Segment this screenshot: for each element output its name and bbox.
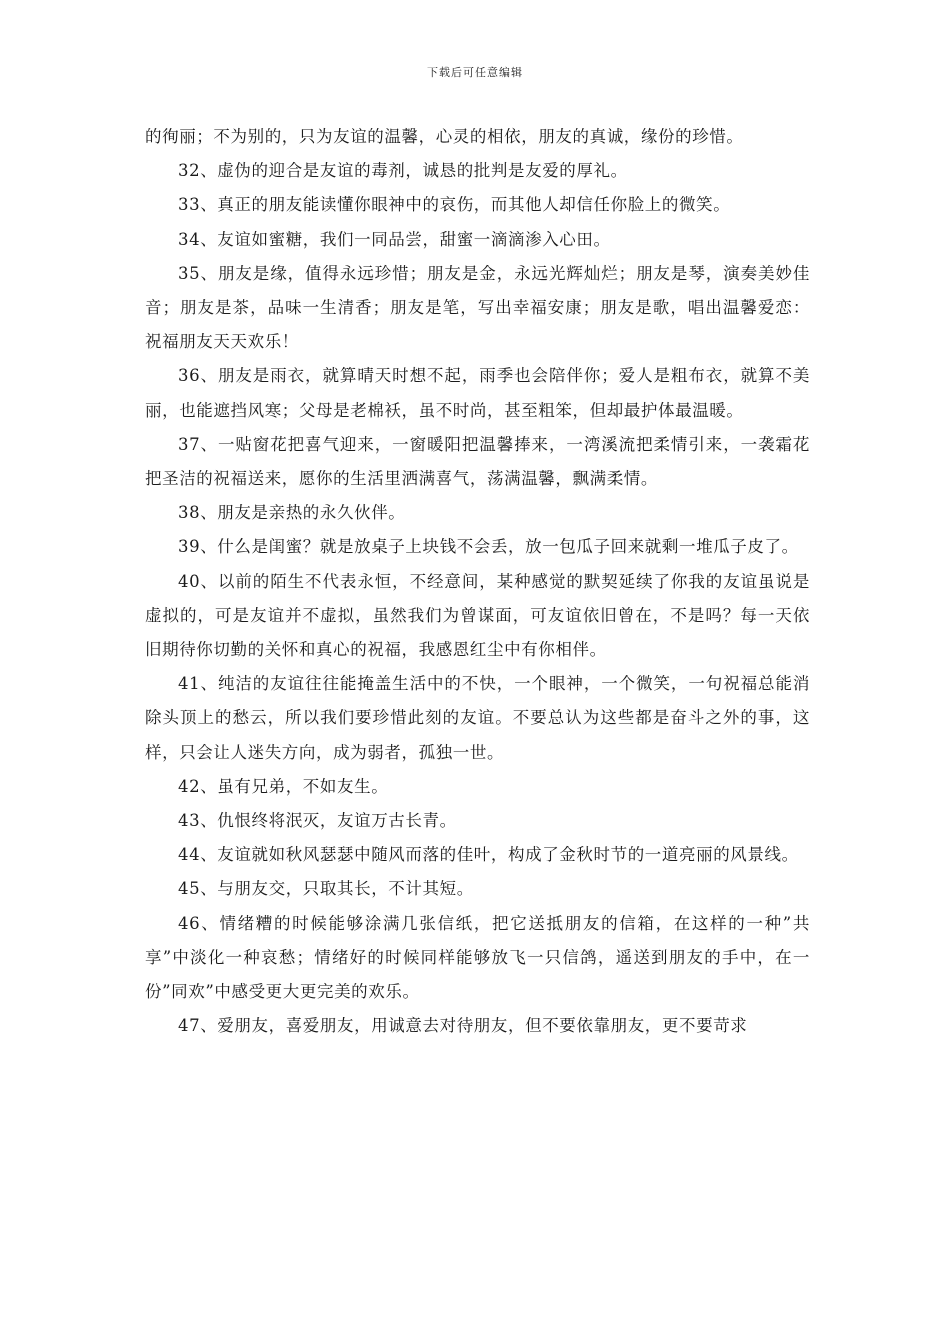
paragraph: 33、真正的朋友能读懂你眼神中的哀伤，而其他人却信任你脸上的微笑。 bbox=[178, 195, 731, 215]
paragraph: 40、以前的陌生不代表永恒，不经意间，某种感觉的默契延续了你我的友谊虽说是虚拟的，可是友谊并不虚拟，虽然我们为曾谋面，可友谊依旧曾在，不是吗？每一天依旧期待你切勤的关怀和真心的祝福，我感恩红尘中有你相伴。 bbox=[145, 571, 810, 660]
paragraph: 39、什么是闺蜜？就是放桌子上块钱不会丢，放一包瓜子回来就剩一堆瓜子皮了。 bbox=[178, 537, 799, 557]
paragraph: 37、一贴窗花把喜气迎来，一窗暖阳把温馨捧来，一湾溪流把柔情引来，一袭霜花把圣洁的祝福送来，愿你的生活里洒满喜气，荡满温馨，飘满柔情。 bbox=[145, 434, 810, 489]
paragraph: 34、友谊如蜜糖，我们一同品尝，甜蜜一滴滴渗入心田。 bbox=[178, 229, 611, 249]
paragraph: 36、朋友是雨衣，就算晴天时想不起，雨季也会陪伴你；爱人是粗布衣，就算不美丽，也能遮挡风寒；父母是老棉袄，虽不时尚，甚至粗笨，但却最护体最温暖。 bbox=[145, 366, 810, 420]
paragraph: 44、友谊就如秋风瑟瑟中随风而落的佳叶，构成了金秋时节的一道亮丽的风景线。 bbox=[178, 845, 799, 865]
page-header: 下载后可任意编辑 bbox=[427, 66, 523, 79]
document-body bbox=[145, 120, 810, 1043]
paragraph: 35、朋友是缘，值得永远珍惜；朋友是金，永远光辉灿烂；朋友是琴，演奏美妙佳音；朋友是茶，品味一生清香；朋友是笔，写出幸福安康；朋友是歌，唱出温馨爱恋：祝福朋友天天欢乐！ bbox=[145, 263, 810, 352]
paragraph: 41、纯洁的友谊往往能掩盖生活中的不快，一个眼神，一个微笑，一句祝福总能消除头顶上的愁云，所以我们要珍惜此刻的友谊。不要总认为这些都是奋斗之外的事，这样，只会让人迷失方向，成为弱者，孤独一世。 bbox=[145, 674, 810, 762]
paragraph: 46、情绪糟的时候能够涂满几张信纸，把它送抵朋友的信箱，在这样的一种”共享”中淡化一种哀愁；情绪好的时候同样能够放飞一只信鸽，遥送到朋友的手中，在一份”同欢”中感受更大更完美的欢乐。 bbox=[145, 913, 810, 1002]
paragraph: 38、朋友是亲热的永久伙伴。 bbox=[178, 503, 406, 523]
paragraph: 32、虚伪的迎合是友谊的毒剂，诚恳的批判是友爱的厚礼。 bbox=[178, 161, 628, 181]
paragraph: 45、与朋友交，只取其长，不计其短。 bbox=[178, 879, 474, 899]
paragraph: 的徇丽；不为别的，只为友谊的温馨，心灵的相依，朋友的真诚，缘份的珍惜。 bbox=[145, 127, 744, 146]
paragraph: 42、虽有兄弟，不如友生。 bbox=[178, 776, 389, 796]
paragraph: 43、仇恨终将泯灭，友谊万古长青。 bbox=[178, 811, 457, 831]
paragraph: 47、爱朋友，喜爱朋友，用诚意去对待朋友，但不要依靠朋友，更不要苛求 bbox=[178, 1016, 748, 1036]
